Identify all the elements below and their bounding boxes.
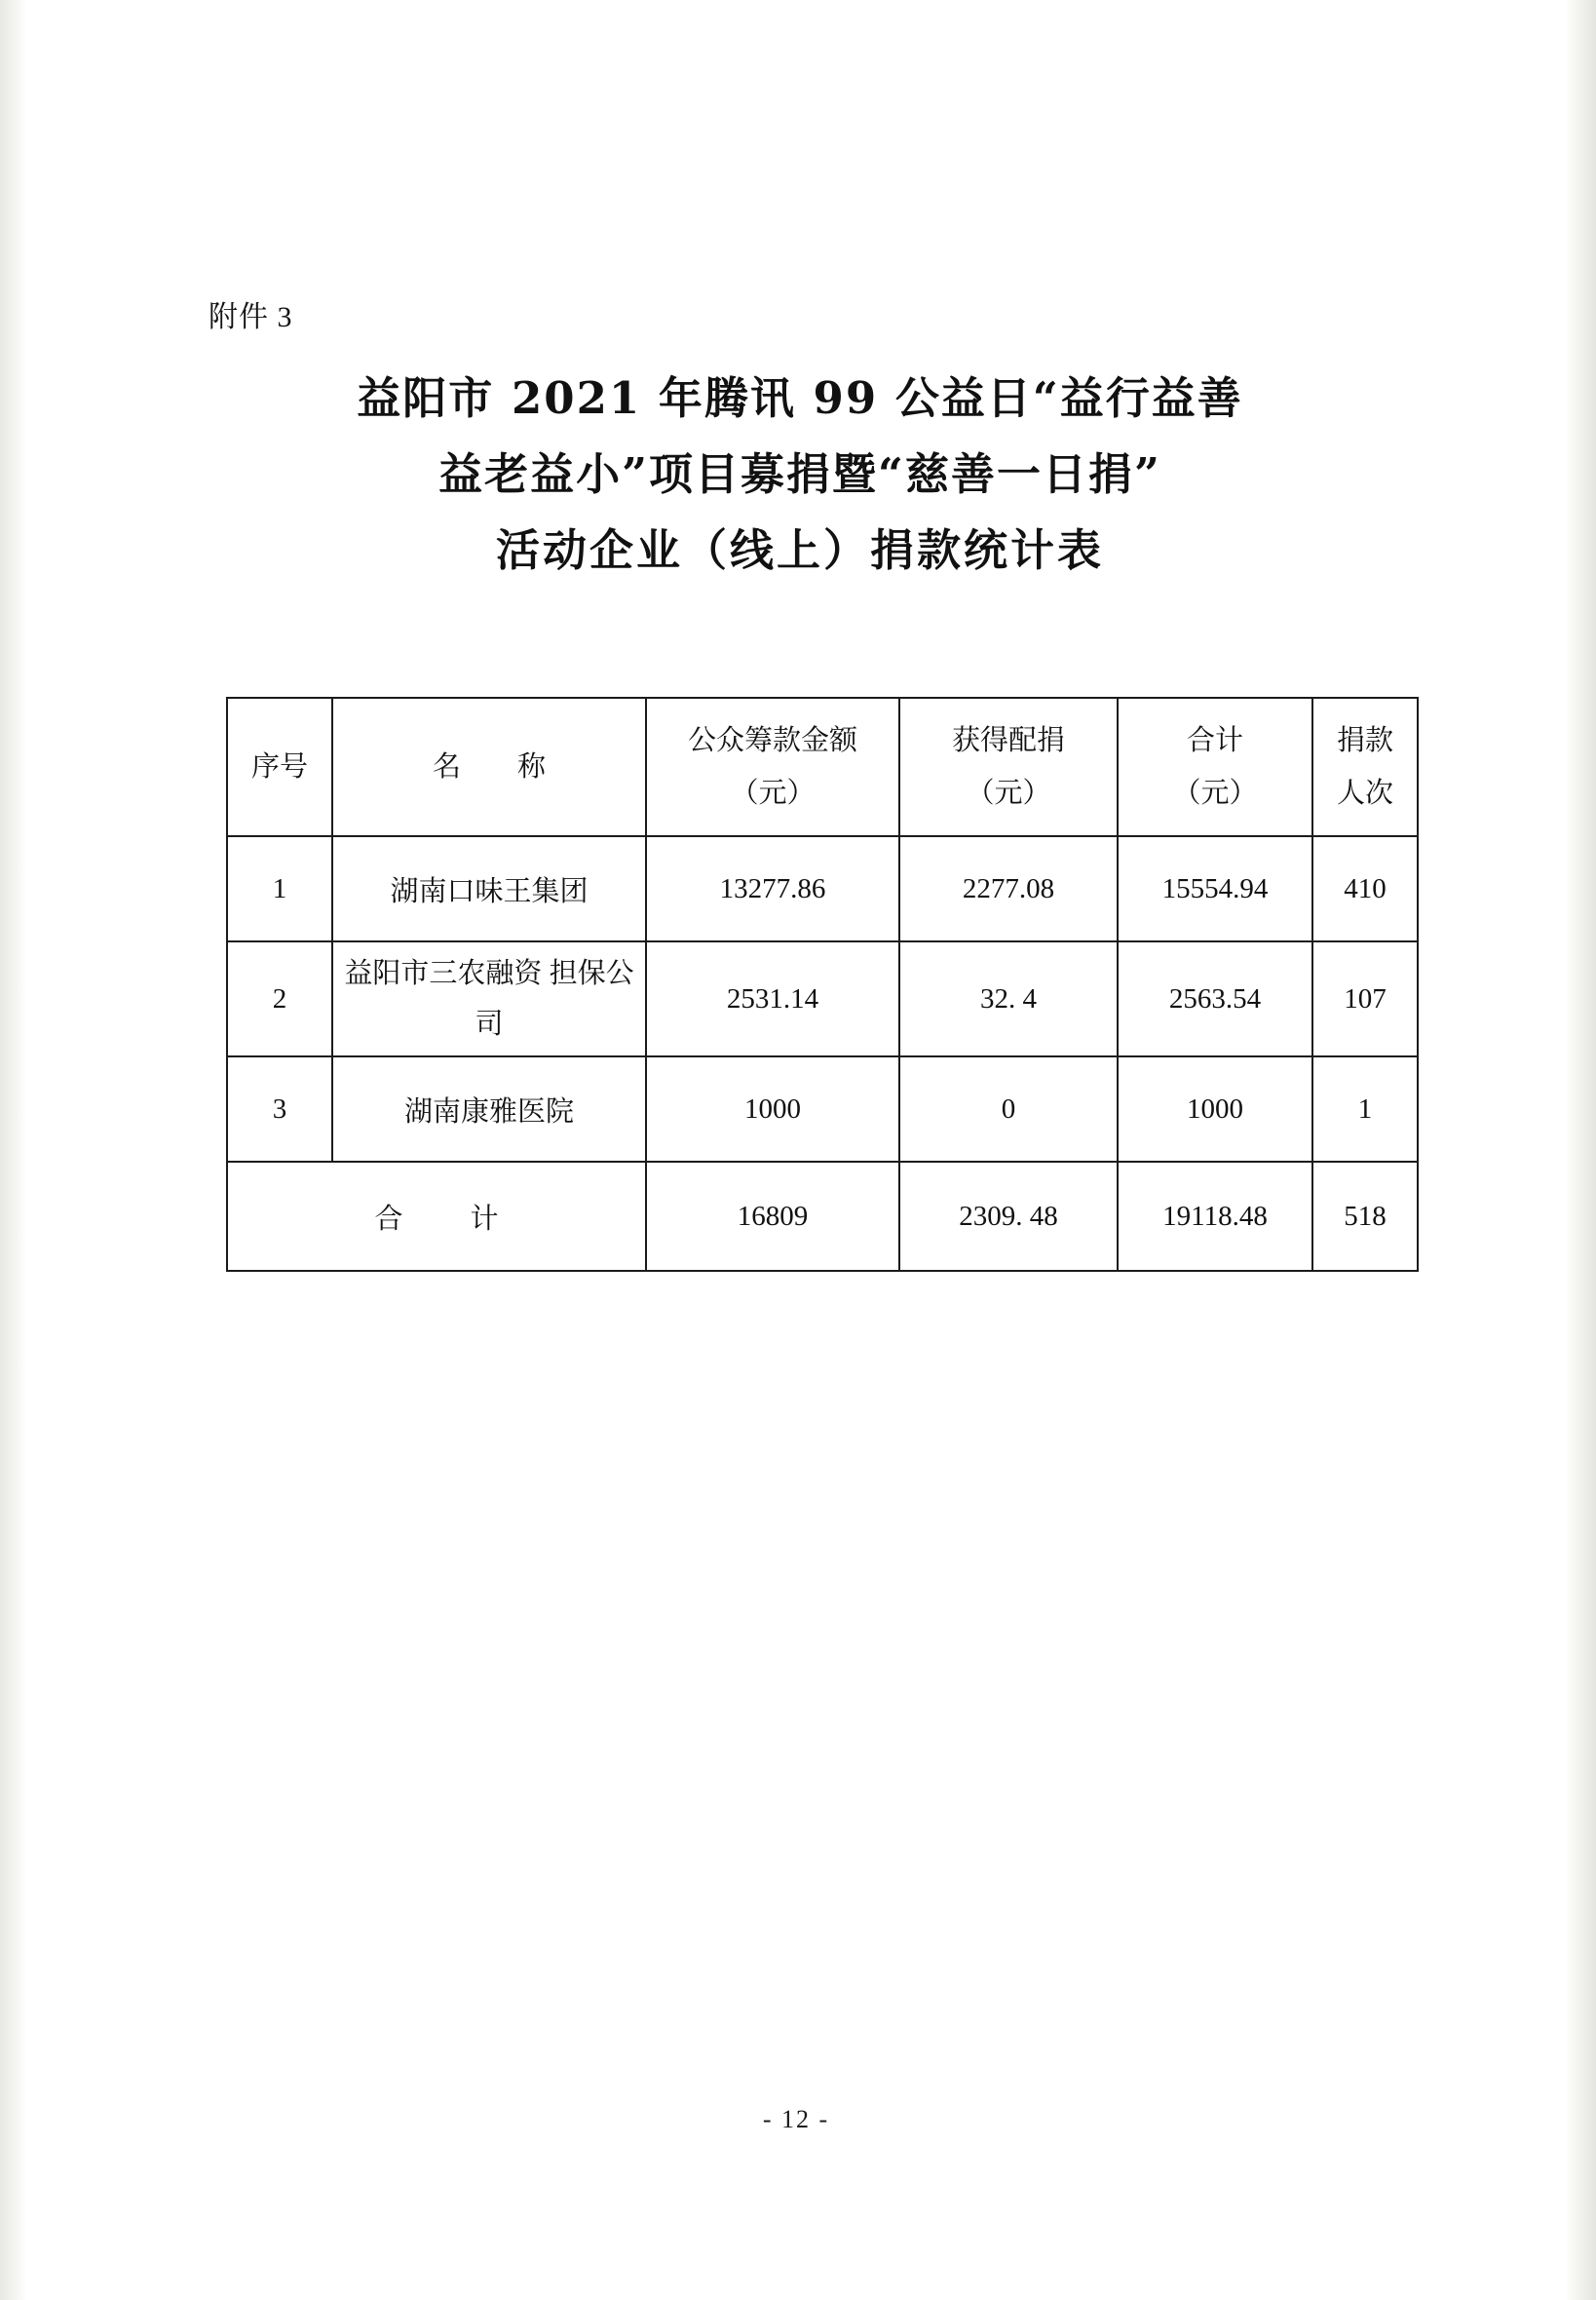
table-body xyxy=(227,836,1418,1271)
table-header xyxy=(227,698,1418,836)
cell-index: 3 xyxy=(227,1056,332,1162)
cell-name-line1: 益阳市三农融资 xyxy=(344,958,543,989)
cell-name xyxy=(332,941,646,1056)
cell-name-line2: 担保公司 xyxy=(475,958,634,1040)
paper-sheet xyxy=(25,0,1567,2300)
total-public-amount: 16809 xyxy=(646,1162,899,1271)
cell-donors: 410 xyxy=(1312,836,1418,941)
header-matched-line1: 获得配捐 xyxy=(951,725,1065,756)
cell-total: 2563.54 xyxy=(1118,941,1312,1056)
cell-donors: 1 xyxy=(1312,1056,1418,1162)
header-total-line2: （元） xyxy=(1172,778,1258,809)
table-row xyxy=(227,836,1418,941)
page-title xyxy=(201,361,1399,589)
cell-matched: 32. 4 xyxy=(899,941,1118,1056)
cell-donors: 107 xyxy=(1312,941,1418,1056)
header-public-amount-line1: 公众筹款金额 xyxy=(687,725,857,756)
header-donors-line2: 人次 xyxy=(1336,778,1393,809)
header-public-amount xyxy=(646,698,899,836)
total-donors: 518 xyxy=(1312,1162,1418,1271)
header-donors-line1: 捐款 xyxy=(1336,725,1393,756)
cell-total: 1000 xyxy=(1118,1056,1312,1162)
cell-total: 15554.94 xyxy=(1118,836,1312,941)
header-name xyxy=(332,698,646,836)
total-label-text: 合 计 xyxy=(374,1203,518,1235)
header-name-text: 名 称 xyxy=(432,751,546,783)
cell-index: 1 xyxy=(227,836,332,941)
cell-public-amount: 1000 xyxy=(646,1056,899,1162)
table-total-row xyxy=(227,1162,1418,1271)
header-total-line1: 合计 xyxy=(1186,725,1243,756)
cell-public-amount: 2531.14 xyxy=(646,941,899,1056)
attachment-label: 附件 3 xyxy=(209,301,293,333)
header-total xyxy=(1118,698,1312,836)
cell-matched: 2277.08 xyxy=(899,836,1118,941)
total-label xyxy=(227,1162,646,1271)
header-matched-line2: （元） xyxy=(966,778,1051,809)
title-line-1: 益阳市 2021 年腾讯 99 公益日“益行益善 xyxy=(357,372,1243,424)
total-total: 19118.48 xyxy=(1118,1162,1312,1271)
table-row xyxy=(227,1056,1418,1162)
header-public-amount-line2: （元） xyxy=(730,778,816,809)
title-line-3: 活动企业（线上）捐款统计表 xyxy=(495,524,1104,576)
header-donors xyxy=(1312,698,1418,836)
header-index: 序号 xyxy=(227,698,332,836)
table-row xyxy=(227,941,1418,1056)
donation-statistics-table xyxy=(226,697,1419,1272)
cell-name: 湖南口味王集团 xyxy=(332,836,646,941)
page-number: - 12 - xyxy=(762,2105,830,2133)
title-line-2: 益老益小”项目募捐暨“慈善一日捐” xyxy=(438,448,1161,500)
cell-name: 湖南康雅医院 xyxy=(332,1056,646,1162)
header-matched xyxy=(899,698,1118,836)
cell-index: 2 xyxy=(227,941,332,1056)
table-header-row xyxy=(227,698,1418,836)
cell-public-amount: 13277.86 xyxy=(646,836,899,941)
cell-matched: 0 xyxy=(899,1056,1118,1162)
total-matched: 2309. 48 xyxy=(899,1162,1118,1271)
